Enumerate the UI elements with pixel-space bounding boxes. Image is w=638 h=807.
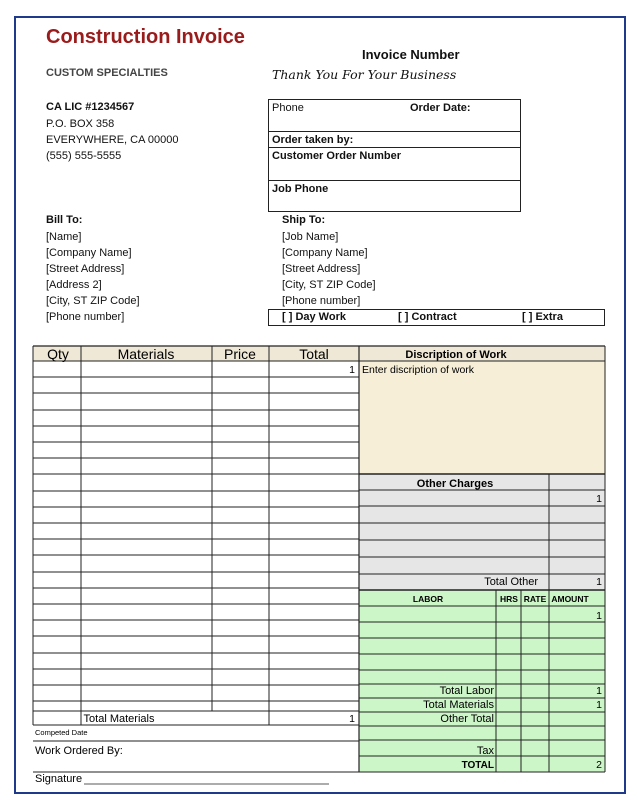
ship-to-line: [Phone number] [282, 295, 361, 307]
grand-total-label: TOTAL [461, 760, 494, 771]
first-row-total: 1 [349, 364, 355, 376]
invoice-number-label: Invoice Number [362, 47, 460, 62]
header-total: Total [299, 346, 329, 362]
contractor-phone: (555) 555-5555 [46, 150, 122, 162]
ship-to-heading: Ship To: [282, 214, 326, 226]
day-work-checkbox[interactable]: [ ] Day Work [282, 311, 346, 323]
bill-to-heading: Bill To: [46, 214, 83, 226]
hrs-heading: HRS [500, 594, 518, 604]
header-qty: Qty [47, 346, 69, 362]
bill-to-line: [Name] [46, 231, 82, 243]
total-labor-label: Total Labor [439, 685, 494, 697]
customer-order-number-label: Customer Order Number [272, 150, 401, 162]
other-charges-heading: Other Charges [416, 478, 494, 490]
signature-label: Signature [35, 773, 83, 785]
ship-to-line: [City, ST ZIP Code] [282, 279, 376, 291]
other-total-label: Other Total [440, 713, 494, 725]
materials-total-value: 1 [349, 713, 355, 725]
invoice-title: Construction Invoice [46, 26, 245, 48]
labor-amount-value: 1 [596, 610, 602, 622]
header-materials: Materials [117, 346, 175, 362]
job-phone-label: Job Phone [272, 183, 329, 195]
summary-total-materials-label: Total Materials [423, 699, 494, 711]
bill-to-line: [Company Name] [46, 247, 132, 259]
contractor-address-1: P.O. BOX 358 [46, 118, 115, 130]
description-fill [359, 361, 605, 474]
order-date-label: Order Date: [410, 102, 471, 114]
summary-total-materials-value: 1 [596, 699, 602, 711]
amount-heading: AMOUNT [551, 594, 589, 604]
order-taken-by-label: Order taken by: [272, 134, 354, 146]
other-charges-fill [359, 474, 605, 590]
bill-to-line: [Street Address] [46, 263, 125, 275]
ship-to-line: [Job Name] [282, 231, 339, 243]
phone-field-label: Phone [272, 102, 304, 114]
work-description-heading: Discription of Work [405, 349, 507, 361]
bill-to-line: [Phone number] [46, 311, 125, 323]
total-other-value: 1 [596, 576, 602, 588]
labor-heading: LABOR [412, 594, 444, 604]
thank-you-text: Thank You For Your Business [272, 67, 457, 82]
work-description-input[interactable]: Enter discription of work [362, 364, 475, 376]
extra-checkbox[interactable]: [ ] Extra [522, 311, 563, 323]
bill-to-line: [City, ST ZIP Code] [46, 295, 140, 307]
completed-date-label: Competed Date [35, 728, 88, 737]
grand-total-value: 2 [596, 759, 602, 771]
materials-total-label: Total Materials [83, 713, 155, 725]
header-price: Price [224, 346, 256, 362]
total-other-label: Total Other [484, 576, 538, 588]
license-number: CA LIC #1234567 [46, 101, 135, 113]
rate-heading: RATE [523, 594, 547, 604]
contractor-address-2: EVERYWHERE, CA 00000 [46, 134, 179, 146]
contract-checkbox[interactable]: [ ] Contract [398, 311, 457, 323]
company-name: CUSTOM SPECIALTIES [46, 67, 168, 79]
bill-to-line: [Address 2] [46, 279, 102, 291]
ship-to-line: [Company Name] [282, 247, 368, 259]
tax-label: Tax [476, 745, 494, 757]
ship-to-line: [Street Address] [282, 263, 361, 275]
work-ordered-by-label: Work Ordered By: [35, 745, 123, 757]
other-charges-value: 1 [596, 493, 602, 505]
total-labor-value: 1 [596, 685, 602, 697]
